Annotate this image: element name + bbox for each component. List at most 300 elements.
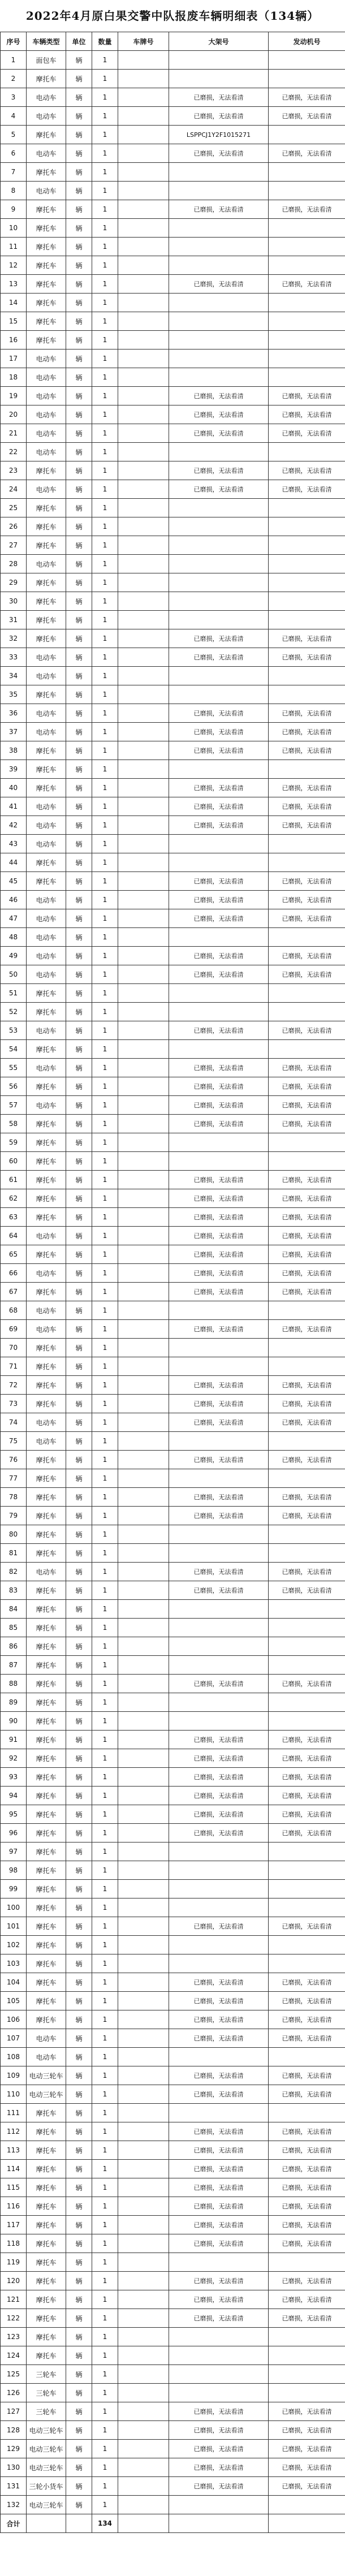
cell-unit: 辆	[66, 2104, 92, 2122]
cell-frame: 已磨损，无法看清	[169, 144, 269, 163]
cell-qty: 1	[92, 1861, 118, 1880]
cell-frame: 已磨损，无法看清	[169, 1376, 269, 1395]
cell-no: 110	[1, 2085, 27, 2104]
cell-no: 8	[1, 182, 27, 200]
cell-plate	[118, 1880, 169, 1898]
cell-frame	[169, 256, 269, 275]
cell-unit: 辆	[66, 2010, 92, 2029]
table-row	[1, 2141, 345, 2160]
cell-no: 129	[1, 2440, 27, 2458]
cell-engine	[269, 1339, 345, 1357]
cell-no: 12	[1, 256, 27, 275]
cell-unit: 辆	[66, 1787, 92, 1805]
cell-engine	[269, 2253, 345, 2272]
cell-unit: 辆	[66, 947, 92, 965]
cell-type: 摩托车	[27, 2272, 66, 2290]
cell-frame	[169, 2253, 269, 2272]
cell-plate	[118, 2440, 169, 2458]
table-row	[1, 611, 345, 629]
cell-qty: 1	[92, 1749, 118, 1768]
cell-type: 摩托车	[27, 1787, 66, 1805]
cell-frame: 已磨损，无法看清	[169, 2402, 269, 2421]
cell-unit: 辆	[66, 1656, 92, 1675]
cell-unit: 辆	[66, 1283, 92, 1301]
cell-type: 摩托车	[27, 2104, 66, 2122]
cell-frame	[169, 1133, 269, 1152]
cell-type: 摩托车	[27, 163, 66, 182]
cell-frame: 已磨损，无法看清	[169, 2272, 269, 2290]
cell-engine	[269, 555, 345, 573]
cell-frame: 已磨损，无法看清	[169, 200, 269, 219]
cell-plate	[118, 947, 169, 965]
cell-no: 107	[1, 2029, 27, 2048]
cell-unit: 辆	[66, 461, 92, 480]
cell-plate	[118, 51, 169, 70]
cell-no: 131	[1, 2477, 27, 2496]
cell-no: 43	[1, 835, 27, 853]
cell-type: 电动车	[27, 909, 66, 928]
cell-qty: 1	[92, 275, 118, 294]
cell-qty: 1	[92, 1432, 118, 1451]
cell-frame	[169, 853, 269, 872]
cell-plate	[118, 1917, 169, 1936]
table-row	[1, 1357, 345, 1376]
cell-type: 电动车	[27, 965, 66, 984]
cell-type: 摩托车	[27, 1357, 66, 1376]
cell-engine: 已磨损，无法看清	[269, 872, 345, 891]
cell-no: 14	[1, 294, 27, 312]
cell-frame: 已磨损，无法看清	[169, 2160, 269, 2178]
cell-frame: 已磨损，无法看清	[169, 1731, 269, 1749]
cell-qty: 1	[92, 1264, 118, 1283]
cell-no: 1	[1, 51, 27, 70]
cell-engine	[269, 928, 345, 947]
cell-plate	[118, 2458, 169, 2477]
cell-type: 摩托车	[27, 1581, 66, 1600]
cell-unit: 辆	[66, 891, 92, 909]
cell-qty: 1	[92, 1096, 118, 1115]
cell-plate	[118, 1339, 169, 1357]
cell-type: 摩托车	[27, 573, 66, 592]
cell-type: 摩托车	[27, 1283, 66, 1301]
table-row	[1, 1656, 345, 1675]
table-row	[1, 1469, 345, 1488]
table-row	[1, 107, 345, 126]
cell-type: 摩托车	[27, 1376, 66, 1395]
cell-plate	[118, 1544, 169, 1563]
cell-no: 37	[1, 723, 27, 741]
cell-plate	[118, 2178, 169, 2197]
cell-engine: 已磨损，无法看清	[269, 480, 345, 499]
cell-type: 摩托车	[27, 1675, 66, 1693]
cell-no: 46	[1, 891, 27, 909]
vehicle-table	[0, 32, 345, 2533]
cell-plate	[118, 779, 169, 797]
cell-type: 摩托车	[27, 2234, 66, 2253]
cell-plate	[118, 275, 169, 294]
cell-unit: 辆	[66, 2253, 92, 2272]
cell-plate	[118, 163, 169, 182]
cell-engine	[269, 1637, 345, 1656]
cell-frame: 已磨损，无法看清	[169, 461, 269, 480]
cell-type: 摩托车	[27, 2290, 66, 2309]
table-row	[1, 685, 345, 704]
cell-engine	[269, 667, 345, 685]
cell-engine: 已磨损，无法看清	[269, 648, 345, 667]
cell-engine: 已磨损，无法看清	[269, 909, 345, 928]
table-row	[1, 667, 345, 685]
cell-unit: 辆	[66, 2048, 92, 2066]
cell-qty: 1	[92, 182, 118, 200]
cell-unit: 辆	[66, 2309, 92, 2328]
cell-plate	[118, 1563, 169, 1581]
cell-frame	[169, 835, 269, 853]
cell-type: 电动车	[27, 555, 66, 573]
cell-engine: 已磨损，无法看清	[269, 1208, 345, 1227]
cell-frame: 已磨损，无法看清	[169, 2234, 269, 2253]
cell-no: 69	[1, 1320, 27, 1339]
cell-type: 电动车	[27, 368, 66, 387]
table-row	[1, 2346, 345, 2365]
cell-qty: 1	[92, 965, 118, 984]
cell-unit: 辆	[66, 2029, 92, 2048]
cell-unit: 辆	[66, 2477, 92, 2496]
cell-engine	[269, 349, 345, 368]
cell-unit: 辆	[66, 238, 92, 256]
cell-frame: 已磨损，无法看清	[169, 88, 269, 107]
table-row	[1, 1451, 345, 1469]
cell-plate	[118, 443, 169, 461]
cell-unit: 辆	[66, 536, 92, 555]
cell-type: 摩托车	[27, 2197, 66, 2216]
cell-plate	[118, 891, 169, 909]
cell-qty: 1	[92, 1880, 118, 1898]
cell-frame: 已磨损，无法看清	[169, 1563, 269, 1581]
cell-no: 95	[1, 1805, 27, 1824]
cell-no: 89	[1, 1693, 27, 1712]
cell-plate	[118, 1787, 169, 1805]
cell-type: 三轮车	[27, 2402, 66, 2421]
cell-frame: 已磨损，无法看清	[169, 424, 269, 443]
cell-plate	[118, 1040, 169, 1059]
table-row	[1, 1376, 345, 1395]
cell-frame: 已磨损，无法看清	[169, 2458, 269, 2477]
cell-no: 92	[1, 1749, 27, 1768]
cell-engine: 已磨损，无法看清	[269, 2477, 345, 2496]
cell-unit: 辆	[66, 1040, 92, 1059]
cell-plate	[118, 1059, 169, 1077]
cell-unit: 辆	[66, 424, 92, 443]
cell-engine: 已磨损，无法看清	[269, 88, 345, 107]
cell-frame	[169, 2104, 269, 2122]
cell-plate	[118, 2234, 169, 2253]
cell-type: 电动车	[27, 1413, 66, 1432]
table-row	[1, 1936, 345, 1954]
cell-engine	[269, 1600, 345, 1619]
cell-qty: 1	[92, 629, 118, 648]
table-row	[1, 1395, 345, 1413]
cell-plate	[118, 853, 169, 872]
cell-frame: 已磨损，无法看清	[169, 1283, 269, 1301]
cell-engine: 已磨损，无法看清	[269, 387, 345, 405]
cell-plate	[118, 1507, 169, 1525]
table-row	[1, 1898, 345, 1917]
cell-no: 45	[1, 872, 27, 891]
cell-unit: 辆	[66, 853, 92, 872]
cell-unit: 辆	[66, 1227, 92, 1245]
cell-frame: 已磨损，无法看清	[169, 1787, 269, 1805]
table-row	[1, 1843, 345, 1861]
table-row	[1, 1917, 345, 1936]
table-row	[1, 760, 345, 779]
cell-plate	[118, 2010, 169, 2029]
cell-type: 摩托车	[27, 256, 66, 275]
cell-qty: 1	[92, 331, 118, 349]
cell-engine	[269, 1040, 345, 1059]
cell-no: 47	[1, 909, 27, 928]
cell-frame	[169, 2328, 269, 2346]
cell-unit: 辆	[66, 107, 92, 126]
cell-engine	[269, 1133, 345, 1152]
cell-qty: 1	[92, 2160, 118, 2178]
cell-qty: 1	[92, 2010, 118, 2029]
cell-frame: 已磨损，无法看清	[169, 1805, 269, 1824]
cell-unit: 辆	[66, 1301, 92, 1320]
cell-plate	[118, 2197, 169, 2216]
cell-plate	[118, 2384, 169, 2402]
cell-plate	[118, 182, 169, 200]
table-row	[1, 1245, 345, 1264]
cell-type: 摩托车	[27, 853, 66, 872]
cell-engine: 已磨损，无法看清	[269, 2458, 345, 2477]
cell-unit: 辆	[66, 2346, 92, 2365]
cell-unit: 辆	[66, 704, 92, 723]
table-row	[1, 2216, 345, 2234]
cell-no: 60	[1, 1152, 27, 1171]
cell-unit: 辆	[66, 1600, 92, 1619]
cell-plate	[118, 1208, 169, 1227]
cell-unit: 辆	[66, 779, 92, 797]
cell-frame	[169, 163, 269, 182]
cell-frame	[169, 1712, 269, 1731]
cell-frame: 已磨损，无法看清	[169, 2010, 269, 2029]
cell-frame: 已磨损，无法看清	[169, 1992, 269, 2010]
cell-frame: 已磨损，无法看清	[169, 2440, 269, 2458]
cell-qty: 1	[92, 2346, 118, 2365]
table-row	[1, 2029, 345, 2048]
cell-no: 32	[1, 629, 27, 648]
cell-qty: 1	[92, 1357, 118, 1376]
cell-engine: 已磨损，无法看清	[269, 1581, 345, 1600]
cell-type: 摩托车	[27, 517, 66, 536]
cell-type: 电动车	[27, 349, 66, 368]
cell-unit: 辆	[66, 1320, 92, 1339]
cell-qty: 1	[92, 1693, 118, 1712]
cell-plate	[118, 1413, 169, 1432]
cell-engine: 已磨损，无法看清	[269, 1376, 345, 1395]
cell-no: 24	[1, 480, 27, 499]
cell-qty: 1	[92, 2122, 118, 2141]
cell-type: 摩托车	[27, 872, 66, 891]
cell-unit: 辆	[66, 685, 92, 704]
cell-plate	[118, 2496, 169, 2514]
table-row	[1, 349, 345, 368]
cell-unit: 辆	[66, 387, 92, 405]
cell-frame	[169, 1656, 269, 1675]
cell-no: 68	[1, 1301, 27, 1320]
cell-engine	[269, 443, 345, 461]
cell-plate	[118, 1264, 169, 1283]
cell-no: 88	[1, 1675, 27, 1693]
cell-type: 摩托车	[27, 1600, 66, 1619]
cell-type: 摩托车	[27, 1917, 66, 1936]
cell-unit: 辆	[66, 1581, 92, 1600]
cell-plate	[118, 256, 169, 275]
cell-frame	[169, 219, 269, 238]
cell-no: 78	[1, 1488, 27, 1507]
cell-qty: 1	[92, 2216, 118, 2234]
cell-unit: 辆	[66, 1003, 92, 1021]
cell-type: 电动车	[27, 1432, 66, 1451]
table-row	[1, 2085, 345, 2104]
cell-frame: 已磨损，无法看清	[169, 1245, 269, 1264]
cell-engine: 已磨损，无法看清	[269, 1171, 345, 1189]
cell-engine	[269, 2365, 345, 2384]
cell-unit: 辆	[66, 1245, 92, 1264]
cell-type: 摩托车	[27, 126, 66, 144]
cell-no: 115	[1, 2178, 27, 2197]
cell-no: 64	[1, 1227, 27, 1245]
cell-plate	[118, 2160, 169, 2178]
table-row	[1, 2178, 345, 2197]
cell-engine: 已磨损，无法看清	[269, 965, 345, 984]
cell-plate	[118, 2029, 169, 2048]
cell-no: 59	[1, 1133, 27, 1152]
cell-plate	[118, 1133, 169, 1152]
cell-unit: 辆	[66, 835, 92, 853]
cell-plate	[118, 1469, 169, 1488]
cell-frame: 已磨损，无法看清	[169, 387, 269, 405]
cell-engine: 已磨损，无法看清	[269, 2197, 345, 2216]
cell-no: 104	[1, 1973, 27, 1992]
cell-frame	[169, 1693, 269, 1712]
cell-engine	[269, 1003, 345, 1021]
cell-frame: 已磨损，无法看清	[169, 1581, 269, 1600]
cell-engine	[269, 1843, 345, 1861]
cell-type: 摩托车	[27, 70, 66, 88]
cell-frame: 已磨损，无法看清	[169, 1059, 269, 1077]
cell-type: 电动车	[27, 107, 66, 126]
cell-frame: 已磨损，无法看清	[169, 629, 269, 648]
cell-unit: 辆	[66, 1563, 92, 1581]
cell-no: 120	[1, 2272, 27, 2290]
cell-qty: 1	[92, 368, 118, 387]
table-row	[1, 517, 345, 536]
cell-type: 电动车	[27, 816, 66, 835]
cell-plate	[118, 499, 169, 517]
cell-engine	[269, 1712, 345, 1731]
table-row	[1, 1507, 345, 1525]
cell-frame: 已磨损，无法看清	[169, 1395, 269, 1413]
cell-type: 电动车	[27, 1096, 66, 1115]
cell-qty: 1	[92, 1824, 118, 1843]
cell-no: 26	[1, 517, 27, 536]
cell-unit: 辆	[66, 2122, 92, 2141]
cell-no: 13	[1, 275, 27, 294]
cell-no: 124	[1, 2346, 27, 2365]
cell-qty: 1	[92, 1059, 118, 1077]
cell-frame: 已磨损，无法看清	[169, 2122, 269, 2141]
cell-engine: 已磨损，无法看清	[269, 1675, 345, 1693]
cell-qty: 1	[92, 555, 118, 573]
cell-frame: 已磨损，无法看清	[169, 1227, 269, 1245]
cell-no: 85	[1, 1619, 27, 1637]
cell-type: 摩托车	[27, 1768, 66, 1787]
cell-qty: 1	[92, 1320, 118, 1339]
cell-plate	[118, 667, 169, 685]
cell-type: 摩托车	[27, 1171, 66, 1189]
cell-no: 82	[1, 1563, 27, 1581]
cell-plate	[118, 1189, 169, 1208]
cell-type: 摩托车	[27, 461, 66, 480]
table-row	[1, 2253, 345, 2272]
cell-type: 摩托车	[27, 685, 66, 704]
cell-engine: 已磨损，无法看清	[269, 2216, 345, 2234]
cell-type: 电动三轮车	[27, 2085, 66, 2104]
cell-no: 76	[1, 1451, 27, 1469]
cell-unit: 辆	[66, 256, 92, 275]
cell-unit: 辆	[66, 1619, 92, 1637]
cell-qty: 1	[92, 592, 118, 611]
cell-type: 摩托车	[27, 1488, 66, 1507]
cell-no: 57	[1, 1096, 27, 1115]
table-row	[1, 2328, 345, 2346]
cell-engine: 已磨损，无法看清	[269, 816, 345, 835]
cell-no: 79	[1, 1507, 27, 1525]
cell-unit: 辆	[66, 1749, 92, 1768]
cell-unit: 辆	[66, 312, 92, 331]
cell-qty: 1	[92, 1973, 118, 1992]
cell-qty: 1	[92, 536, 118, 555]
cell-qty: 1	[92, 1936, 118, 1954]
table-row	[1, 1320, 345, 1339]
cell-unit: 辆	[66, 499, 92, 517]
cell-engine	[269, 70, 345, 88]
table-row	[1, 555, 345, 573]
cell-qty: 1	[92, 499, 118, 517]
table-row	[1, 1003, 345, 1021]
cell-qty: 1	[92, 1843, 118, 1861]
cell-unit: 辆	[66, 1264, 92, 1283]
cell-unit: 辆	[66, 1115, 92, 1133]
cell-qty: 1	[92, 349, 118, 368]
table-row	[1, 200, 345, 219]
cell-type: 摩托车	[27, 499, 66, 517]
cell-type: 摩托车	[27, 984, 66, 1003]
cell-type: 摩托车	[27, 1040, 66, 1059]
cell-plate	[118, 368, 169, 387]
table-row	[1, 1749, 345, 1768]
cell-unit: 辆	[66, 1917, 92, 1936]
cell-no: 72	[1, 1376, 27, 1395]
cell-frame: 已磨损，无法看清	[169, 1077, 269, 1096]
cell-plate	[118, 1749, 169, 1768]
cell-frame: 已磨损，无法看清	[169, 1115, 269, 1133]
cell-engine	[269, 2104, 345, 2122]
cell-frame	[169, 1898, 269, 1917]
cell-plate	[118, 2309, 169, 2328]
table-row	[1, 499, 345, 517]
